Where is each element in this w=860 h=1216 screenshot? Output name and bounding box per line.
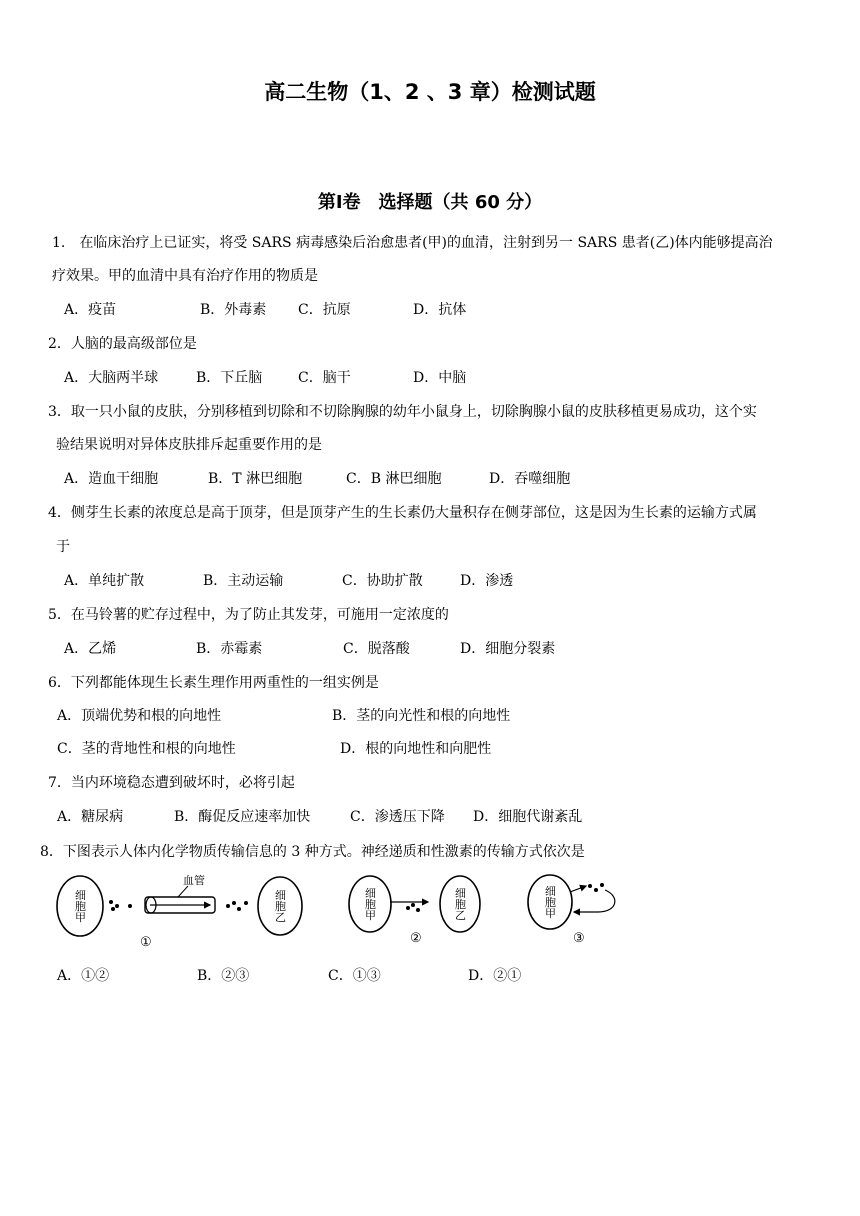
diagram-label-1: ①	[140, 935, 152, 950]
q8-option-c: C．①③	[328, 968, 381, 984]
q3-option-b: B．T 淋巴细胞	[208, 471, 303, 487]
diagram-label-3: ③	[573, 931, 585, 946]
diagram-3	[528, 875, 615, 946]
question-8-line-1: 8．下图表示人体内化学物质传输信息的 3 种方式。神经递质和性激素的传输方式依次是	[40, 844, 585, 860]
molecule	[115, 904, 119, 908]
molecule	[128, 904, 132, 908]
cell-a-1-label: 细胞甲	[73, 889, 87, 923]
diagram-1	[57, 873, 302, 950]
molecule	[244, 901, 248, 905]
q8-option-b: B．②③	[197, 968, 250, 984]
q2-option-b: B．下丘脑	[196, 370, 263, 386]
molecule	[406, 906, 410, 910]
q7-option-d: D．细胞代谢紊乱	[473, 809, 583, 825]
q2-option-a: A．大脑两半球	[64, 370, 159, 386]
q5-option-b: B．赤霉素	[196, 641, 263, 657]
molecule	[416, 908, 420, 912]
q8-option-a: A．①②	[57, 968, 110, 984]
molecule	[594, 888, 598, 892]
diagram-2	[349, 876, 480, 946]
molecule	[588, 884, 592, 888]
q3-option-a: A．造血干细胞	[64, 471, 159, 487]
q6-option-a: A．顶端优势和根的向地性	[57, 708, 222, 724]
q7-option-c: C．渗透压下降	[350, 809, 445, 825]
molecule	[111, 907, 115, 911]
molecule	[232, 901, 236, 905]
question-6-line-1: 6．下列都能体现生长素生理作用两重性的一组实例是	[48, 675, 379, 691]
q6-option-d: D．根的向地性和向肥性	[340, 741, 492, 757]
q1-option-a: A．疫苗	[64, 302, 117, 318]
question-4-line-1: 4．侧芽生长素的浓度总是高于顶芽，但是顶芽产生的生长素仍大量积存在侧芽部位，这是因为生长素的运输方式属	[48, 505, 757, 521]
molecule	[600, 883, 604, 887]
molecule	[109, 900, 113, 904]
vessel-label: 血管	[183, 874, 205, 887]
cell-b-1-label: 细胞乙	[273, 889, 287, 923]
q4-option-d: D．渗透	[460, 573, 514, 589]
q1-option-b: B．外毒素	[200, 302, 267, 318]
q5-option-d: D．细胞分裂素	[460, 641, 556, 657]
question-3-line-1: 3．取一只小鼠的皮肤，分别移植到切除和不切除胸腺的幼年小鼠身上，切除胸腺小鼠的皮肤移植更易成功，这个实	[48, 404, 757, 420]
section-heading: 第Ⅰ卷 选择题（共 60 分）	[317, 192, 543, 213]
diagram-label-2: ②	[410, 931, 422, 946]
q7-option-b: B．酶促反应速率加快	[174, 809, 311, 825]
q2-option-c: C．脑干	[298, 370, 351, 386]
cell-a-3-label: 细胞甲	[543, 885, 557, 919]
q1-option-c: C．抗原	[298, 302, 351, 318]
q8-option-d: D．②①	[468, 968, 522, 984]
q5-option-a: A．乙烯	[64, 641, 117, 657]
signal-transmission-diagram	[50, 872, 630, 952]
q3-option-c: C．B 淋巴细胞	[346, 471, 442, 487]
question-1-line-1: 1. 在临床治疗上已证实，将受 SARS 病毒感染后治愈患者(甲)的血清，注射到另一 SARS 患者(乙)体内能够提高治	[52, 235, 773, 251]
q1-option-d: D．抗体	[413, 302, 467, 318]
q5-option-c: C．脱落酸	[343, 641, 410, 657]
molecule	[411, 903, 415, 907]
q2-option-d: D．中脑	[413, 370, 467, 386]
molecule	[226, 904, 230, 908]
q4-option-b: B．主动运输	[203, 573, 284, 589]
question-5-line-1: 5．在马铃薯的贮存过程中，为了防止其发芽，可施用一定浓度的	[48, 607, 449, 623]
question-4-line-2: 于	[56, 539, 70, 555]
q7-option-a: A．糖尿病	[57, 809, 124, 825]
question-3-line-2: 验结果说明对异体皮肤排斥起重要作用的是	[56, 437, 322, 453]
q6-option-b: B．茎的向光性和根的向地性	[332, 708, 511, 724]
molecule	[237, 907, 241, 911]
q3-option-d: D．吞噬细胞	[489, 471, 571, 487]
q4-option-a: A．单纯扩散	[64, 573, 145, 589]
q4-option-c: C．协助扩散	[342, 573, 423, 589]
question-2-line-1: 2．人脑的最高级部位是	[48, 336, 197, 352]
q6-option-c: C．茎的背地性和根的向地性	[57, 741, 236, 757]
document-title: 高二生物（1、2 、3 章）检测试题	[264, 80, 596, 104]
question-7-line-1: 7．当内环境稳态遭到破坏时，必将引起	[48, 775, 295, 791]
cell-b-2-label: 细胞乙	[453, 887, 467, 921]
cell-a-2-label: 细胞甲	[363, 887, 377, 921]
question-1-line-2: 疗效果。甲的血清中具有治疗作用的物质是	[52, 268, 318, 284]
